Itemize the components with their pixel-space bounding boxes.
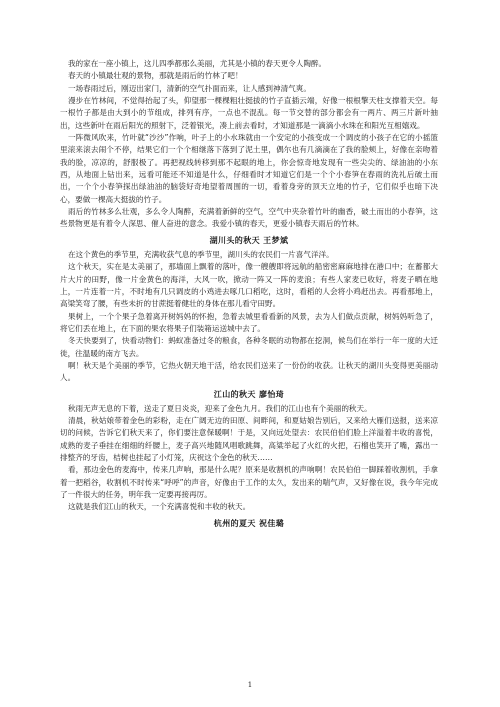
paragraph: 一场春雨过后，刚迈出家门，清新的空气扑面而来，让人感到神清气爽。 (67, 83, 311, 93)
paragraph: 春天的小镇最壮观的景物，那就是雨后的竹林了吧！ (67, 71, 243, 81)
paragraph: 啊！秋天是个美丽的季节，它热火朝天地干活，给农民们送来了一份份的收获。让秋天的湖川头变得更美丽动人。 (60, 360, 438, 383)
section-heading: 杭州的夏天 祝佳璐 (213, 518, 285, 528)
paragraph: 秋雨无声无息的下着，送走了夏日炎炎，迎来了金色九月。我们的江山也有个美丽的秋天。 (67, 403, 372, 413)
paragraph: 这就是我们江山的秋天，一个充满喜悦和丰收的秋天。 (67, 502, 251, 512)
paragraph: 冬天快要到了，快看动物们：蚂蚁准备过冬的粮食，各种冬眠的动物都在挖洞，候鸟们在举行一年一度的大迁徙，往温暖的南方飞去。 (60, 336, 438, 358)
paragraph: 雨后的竹林多么壮观，多么令人陶醉，充满着新鲜的空气，空气中夹杂着竹叶的幽香，破土而出的小春笋，这些景物更是有着令人深思、催人奋进的意念。我爱小镇的春天，更爱小镇春天雨后的竹林。 (60, 207, 438, 229)
paragraph: 我的家在一座小镇上，这儿四季都那么美丽，尤其是小镇的春天更令人陶醉。 (67, 59, 327, 68)
paragraph: 漫步在竹林间，不觉得抬起了头，仰望那一棵棵粗壮挺拔的竹子直插云端，好像一根根擎天柱支撑着天空。每一根竹子都是由大到小的节组成，排列有序，一点也不混乱。每一节交替的部分都会有一两片、两三片新叶抽出，这些新叶在雨后阳光的照射下，泛着银光，凑上前去看时，才知道那是一滴滴小水珠在和阳光互相嬉戏。 (60, 96, 438, 130)
paragraph: 这个秋天，实在是太美丽了，那墙面上飘着的落叶，像一艘艘即将远航的船密密麻麻地排在港口中；在蓄都大片大片的田野，像一片金黄色的海洋，大风一吹，掀动一阵又一阵的麦浪；有些人家麦已收好，将麦子晒在地上，一片连着一片，不时地有几只调皮的小鸡进去啄几口稻吃，这时，看稻的人会将小鸡赶出去。再看那地上，高梁笑弯了腰，有些未折的甘蔗挺着健壮的身体在那儿看守田野。 (60, 262, 438, 309)
page-number: 1 (247, 681, 253, 689)
paragraph: 在这个黄色的季节里，充满收获气息的季节里，湖川头的农民们一片喜气洋洋。 (67, 249, 334, 259)
section-heading: 江山的秋天 廖怡琦 (213, 389, 285, 399)
document-body (60, 58, 438, 532)
paragraph: 一阵微风吹来，竹叶就“沙沙”作响，叶子上的小水珠就由一个安定的小孩变成一个调皮的小孩子在它的小摇篮里滚来滚去闹个不停，结果它们一个个相继落下落到了泥土里，偶尔也有几滴滴在了我的脸颊上，好像在亲吻着我的脸，凉凉的，舒服极了。再把视线转移到那不起眼的地上，你会惊奇地发现有一些尖尖的、绿油油的小东西，从地面上钻出来，远看可能还不知道是什么，仔细看时才知道它们是一个个小春笋在春雨的洗礼后破土而出，一个个小春笋探出绿油油的脑袋好奇地望着周围的一切，看着身旁的顶天立地的竹子，它们似乎也暗下决心，要做一棵高大挺拔的竹子。 (60, 133, 438, 204)
paragraph: 看，那边金色的麦海中，传来几声响，那是什么呢？原来是收割机的声响啊！农民伯伯一脚踩着收割机，手拿着一把稻谷，收割机不时传来“呼呼”的声音，好像由于工作的太久，发出来的喘气声，又好像在说，我今年完成了一件很大的任务，明年我一定要再接再厉。 (60, 465, 438, 499)
paragraph: 果树上，一个个果子急着离开树妈妈的怀抱，急着去城里看看新的风景，去为人们做点贡献，树妈妈听急了，将它们丢在地上，在下面的果农将果子们装箱运送城中去了。 (60, 311, 438, 333)
paragraph: 清晨，秋姑娘带着金色的彩粉，走在广阔无边的田原、间畔间，和夏姑娘告别后，又来给大雁们送报，送来凉切的问候，告诉它们秋天来了，你们要注意保暖啊！于是，又向远处望去：农民伯伯们脸上洋溢着丰收的喜悦，成熟的麦子垂挂在细细的纤腰上，麦子高兴地随风唱歌跳舞，高粱举起了火红的火把，石榴也笑开了嘴，露出一排整齐的牙齿，桔树也挂起了小灯笼，庆祝这个金色的秋天…… (60, 415, 438, 462)
section-heading: 湖川头的秋天 王梦斌 (209, 235, 289, 245)
